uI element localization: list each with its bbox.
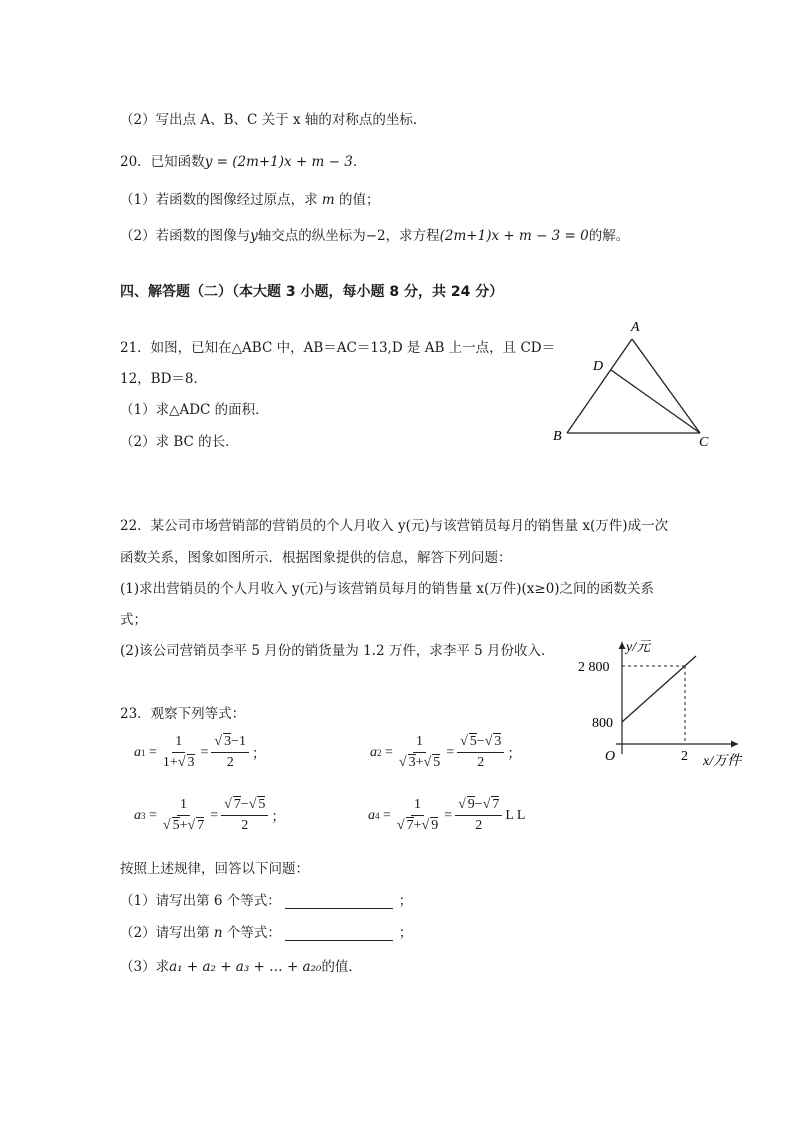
q22-part1-b: 式； xyxy=(120,612,147,628)
q22-line1: 22．某公司市场营销部的营销员的个人月收入 y(元)与该营销员每月的销售量 x(万件)成一次 xyxy=(120,518,669,534)
q23-rule: 按照上述规律，回答以下问题： xyxy=(120,861,309,877)
equation-a3: a 3 = $\frac{1}{√ 5+√ 7}$ = $\frac{√ 7-√ 5}{2}$ ； xyxy=(134,797,286,833)
q20-formula: y = (2m+1)x + m − 3 xyxy=(204,154,353,170)
segment-ba xyxy=(567,339,632,433)
q20-stem xyxy=(120,150,366,170)
q21-part2: （2）求 BC 的长． xyxy=(120,434,239,450)
q20-p2-val: −2 xyxy=(365,228,386,244)
q21-line2: 12，BD＝8． xyxy=(120,371,208,387)
q20-p2-var: y xyxy=(250,228,258,244)
q20-p2-c: ，求方程 xyxy=(385,228,440,244)
label-d: D xyxy=(593,359,604,374)
q20-p2-a: （2）若函数的图像与 xyxy=(120,228,251,244)
label-c: C xyxy=(699,435,709,450)
q20-p2-eq: (2m+1)x + m − 3 = 0 xyxy=(439,228,589,244)
label-b: B xyxy=(553,429,562,444)
equation-a1: a 1 = $\frac{1}{1+√ 3}$ = $\frac{√ 3-1}{2}$ ； xyxy=(134,734,266,770)
answer-blank-1[interactable] xyxy=(285,894,393,909)
section-4-heading: 四、解答题（二）（本大题 3 小题，每小题 8 分，共 24 分） xyxy=(120,284,504,300)
q21-triangle-figure xyxy=(545,315,735,455)
q20-intro: 20．已知函数 xyxy=(120,154,205,170)
q20-p1-a: （1）若函数的图像经过原点，求 xyxy=(120,192,318,208)
origin-label: O xyxy=(605,749,616,764)
segment-ac xyxy=(632,339,700,433)
q23-sum-expression: a₁ + a₂ + a₃ + … + a₂₀ xyxy=(169,959,322,975)
q22-line2: 函数关系，图象如图所示．根据图象提供的信息，解答下列问题： xyxy=(120,550,512,566)
equation-a2: a 2 = $\frac{1}{√ 3+√ 5}$ = $\frac{√ 5-√ 3}{2}$ ； xyxy=(370,734,522,770)
q21-line1: 21．如图，已知在△ABC 中，AB＝AC＝13,D 是 AB 上一点，且 CD＝ xyxy=(120,340,556,356)
q23-intro: 23．观察下列等式： xyxy=(120,706,246,722)
q23-part3: （3）求a₁ + a₂ + a₃ + … + a₂₀的值． xyxy=(120,959,362,975)
segment-dc xyxy=(611,370,700,433)
y-axis-label: y/元 xyxy=(626,640,651,655)
label-a: A xyxy=(631,320,640,335)
q20-part2 xyxy=(120,224,629,244)
q23-part1: （1）请写出第 6 个等式： ； xyxy=(120,893,413,909)
x-axis-label: x/万件 xyxy=(703,754,742,769)
q20-p2-b: 轴交点的纵坐标为 xyxy=(257,228,366,244)
q23-part2: （2）请写出第 n 个等式： ； xyxy=(120,925,413,941)
q22-part2: (2)该公司营销员李平 5 月份的销货量为 1.2 万件，求李平 5 月份收入． xyxy=(120,643,555,659)
y-tick-low: 800 xyxy=(592,716,613,731)
q20-part1 xyxy=(120,188,380,208)
q20-p1-b: 的值； xyxy=(339,192,380,208)
equation-a4: a 4 = $\frac{1}{√ 7+√ 9}$ = $\frac{√ 9-√ 7}{2}$ L L xyxy=(368,797,526,833)
q20-p1-var: m xyxy=(321,192,335,208)
q19-part2: （2）写出点 A、B、C 关于 x 轴的对称点的坐标. xyxy=(120,112,418,128)
q21-part1: （1）求△ADC 的面积． xyxy=(120,402,269,418)
q22-function-graph xyxy=(570,636,770,776)
q20-p2-d: 的解。 xyxy=(588,228,630,244)
y-tick-high: 2 800 xyxy=(578,660,610,675)
q22-part1-a: (1)求出营销员的个人月收入 y(元)与该营销员每月的销售量 x(万件)(x≥0)之间的函数关系 xyxy=(120,581,655,597)
answer-blank-2[interactable] xyxy=(285,926,393,941)
q20-end: ． xyxy=(352,154,367,170)
x-tick: 2 xyxy=(681,749,688,764)
